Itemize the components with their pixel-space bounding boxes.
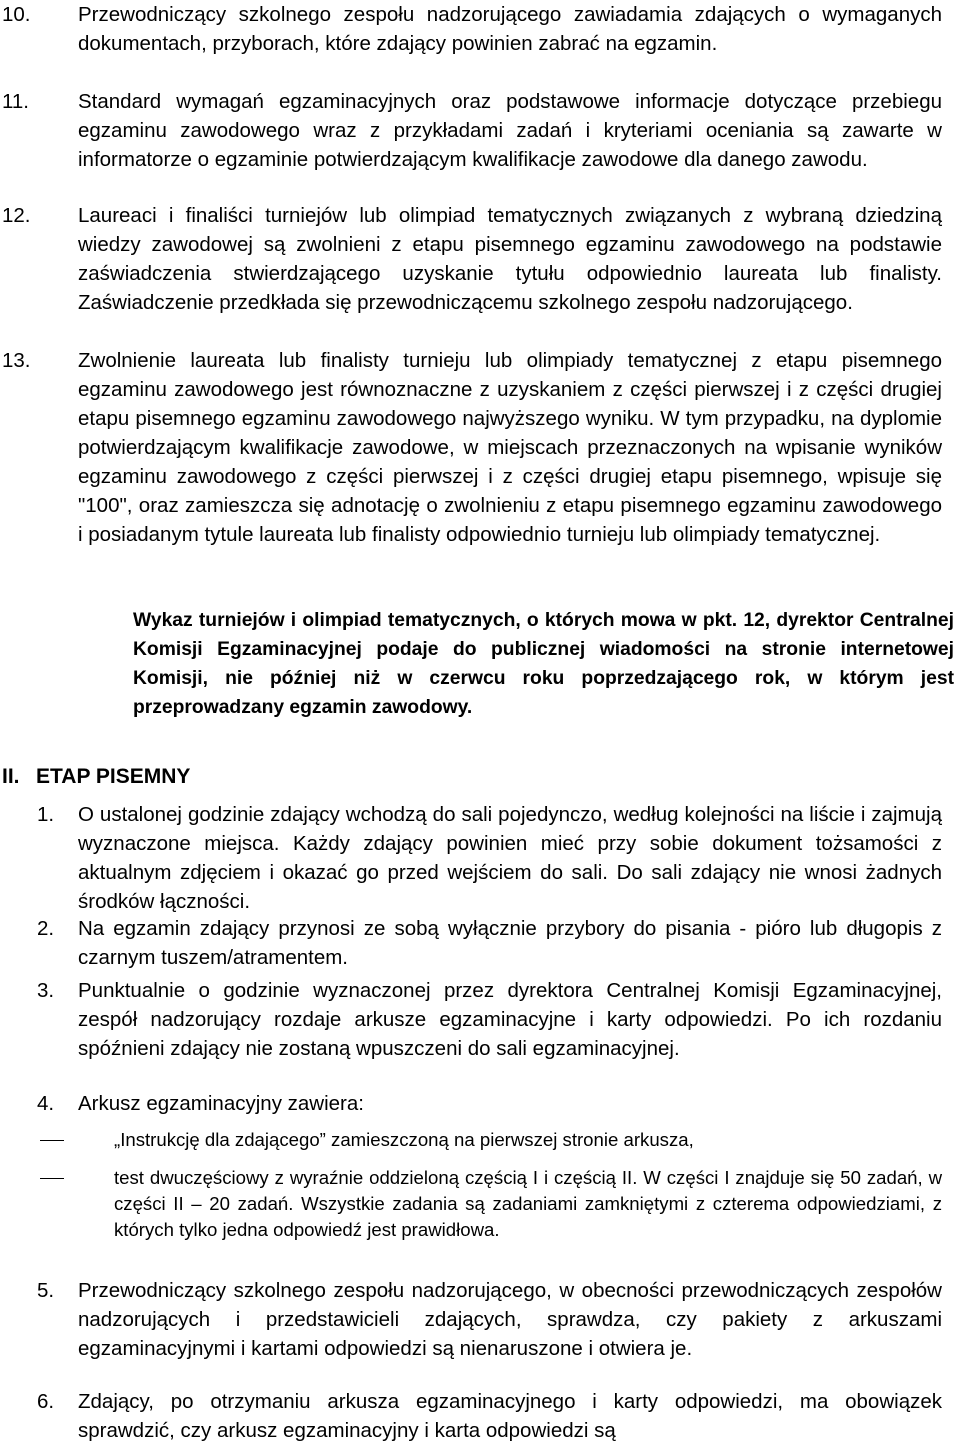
sub-list-item: „Instrukcję dla zdającego” zamieszczoną na pierwszej stronie arkusza,	[114, 1129, 694, 1150]
bold-note: Wykaz turniejów i olimpiad tematycznych, o których mowa w pkt. 12, dyrektor Centralnej Komisji Egzaminacyjnej podaje do publicznej wiadomości na stronie internetowej Komisji, nie później niż w czerwcu roku poprzedzającego rok, w którym jest przeprowadzany egzamin zawodowy.	[133, 610, 954, 718]
item-number: 2.	[37, 917, 55, 940]
item-number: 1.	[37, 803, 55, 826]
item-number: 6.	[37, 1390, 55, 1413]
item-text: Punktualnie o godzinie wyznaczonej przez dyrektora Centralnej Komisji Egzaminacyjnej, zespół nadzorujący rozdaje arkusze egzaminacyjne i karty odpowiedzi. Po ich rozdaniu spóźnieni zdający nie zostaną wpuszczeni do sali egzaminacyjnej.	[78, 979, 942, 1060]
item-text: Na egzamin zdający przynosi ze sobą wyłącznie przybory do pisania - pióro lub długopis z czarnym tuszem/atramentem.	[78, 917, 942, 969]
item-number: 5.	[37, 1279, 55, 1302]
item-text: Przewodniczący szkolnego zespołu nadzorującego, w obecności przewodniczących zespołów nadzorujących i przedstawicieli zdających, sprawdza, czy pakiety z arkuszami egzaminacyjnymi i kartami odpowiedzi są nienaruszone i otwiera je.	[78, 1279, 942, 1360]
item-text: Arkusz egzaminacyjny zawiera:	[78, 1092, 364, 1115]
item-number: 11.	[2, 90, 29, 113]
sub-list-item: test dwuczęściowy z wyraźnie oddzieloną częścią I i częścią II. W części I znajduje się 50 zadań, w części II – 20 zadań. Wszystkie zadania są zadaniami zamkniętymi z czterema odpowiedziami, z których tylko jedna odpowiedź jest prawidłowa.	[114, 1167, 942, 1240]
item-number: 4.	[37, 1092, 55, 1115]
item-text: O ustalonej godzinie zdający wchodzą do sali pojedynczo, według kolejności na liście i zajmują wyznaczone miejsca. Każdy zdający powinien mieć przy sobie dokument tożsamości z aktualnym zdjęciem i okazać go przed wejściem do sali. Do sali zdający nie wnosi żadnych środków łączności.	[78, 803, 942, 913]
section-number: II.	[2, 765, 20, 788]
item-text: Zwolnienie laureata lub finalisty turnieju lub olimpiady tematycznej z etapu pisemnego egzaminu zawodowego jest równoznaczne z uzyskaniem z części pierwszej i z części drugiej etapu pisemnego egzaminu zawodowego najwyższego wyniku. W tym przypadku, na dyplomie potwierdzającym kwalifikacje zawodowe, w miejscach przeznaczonych na wpisanie wyników egzaminu zawodowego z części pierwszej i z części drugiej etapu pisemnego, wpisuje się "100", oraz zamieszcza się adnotację o zwolnieniu z etapu pisemnego egzaminu zawodowego i posiadanym tytule laureata lub finalisty odpowiednio turnieju lub olimpiady tematycznej.	[78, 349, 942, 546]
item-text: Laureaci i finaliści turniejów lub olimpiad tematycznych związanych z wybraną dziedziną wiedzy zawodowej są zwolnieni z etapu pisemnego egzaminu zawodowego na podstawie zaświadczenia stwierdzającego uzyskanie tytułu odpowiednio laureata lub finalisty. Zaświadczenie przedkłada się przewodniczącemu szkolnego zespołu nadzorującego.	[78, 204, 942, 314]
item-number: 10.	[2, 3, 31, 26]
dash-bullet-icon	[40, 1140, 64, 1141]
dash-bullet-icon	[40, 1178, 64, 1179]
item-number: 13.	[2, 349, 31, 372]
item-number: 3.	[37, 979, 55, 1002]
item-text: Przewodniczący szkolnego zespołu nadzorującego zawiadamia zdających o wymaganych dokumentach, przyborach, które zdający powinien zabrać na egzamin.	[78, 3, 942, 55]
item-text: Standard wymagań egzaminacyjnych oraz podstawowe informacje dotyczące przebiegu egzaminu zawodowego wraz z przykładami zadań i kryteriami oceniania są zawarte w informatorze o egzaminie potwierdzającym kwalifikacje zawodowe dla danego zawodu.	[78, 90, 942, 171]
item-number: 12.	[2, 204, 31, 227]
section-heading	[2, 762, 190, 791]
section-title: ETAP PISEMNY	[36, 765, 191, 788]
item-text: Zdający, po otrzymaniu arkusza egzaminacyjnego i karty odpowiedzi, ma obowiązek sprawdzić, czy arkusz egzaminacyjny i karta odpowiedzi są	[78, 1390, 942, 1442]
